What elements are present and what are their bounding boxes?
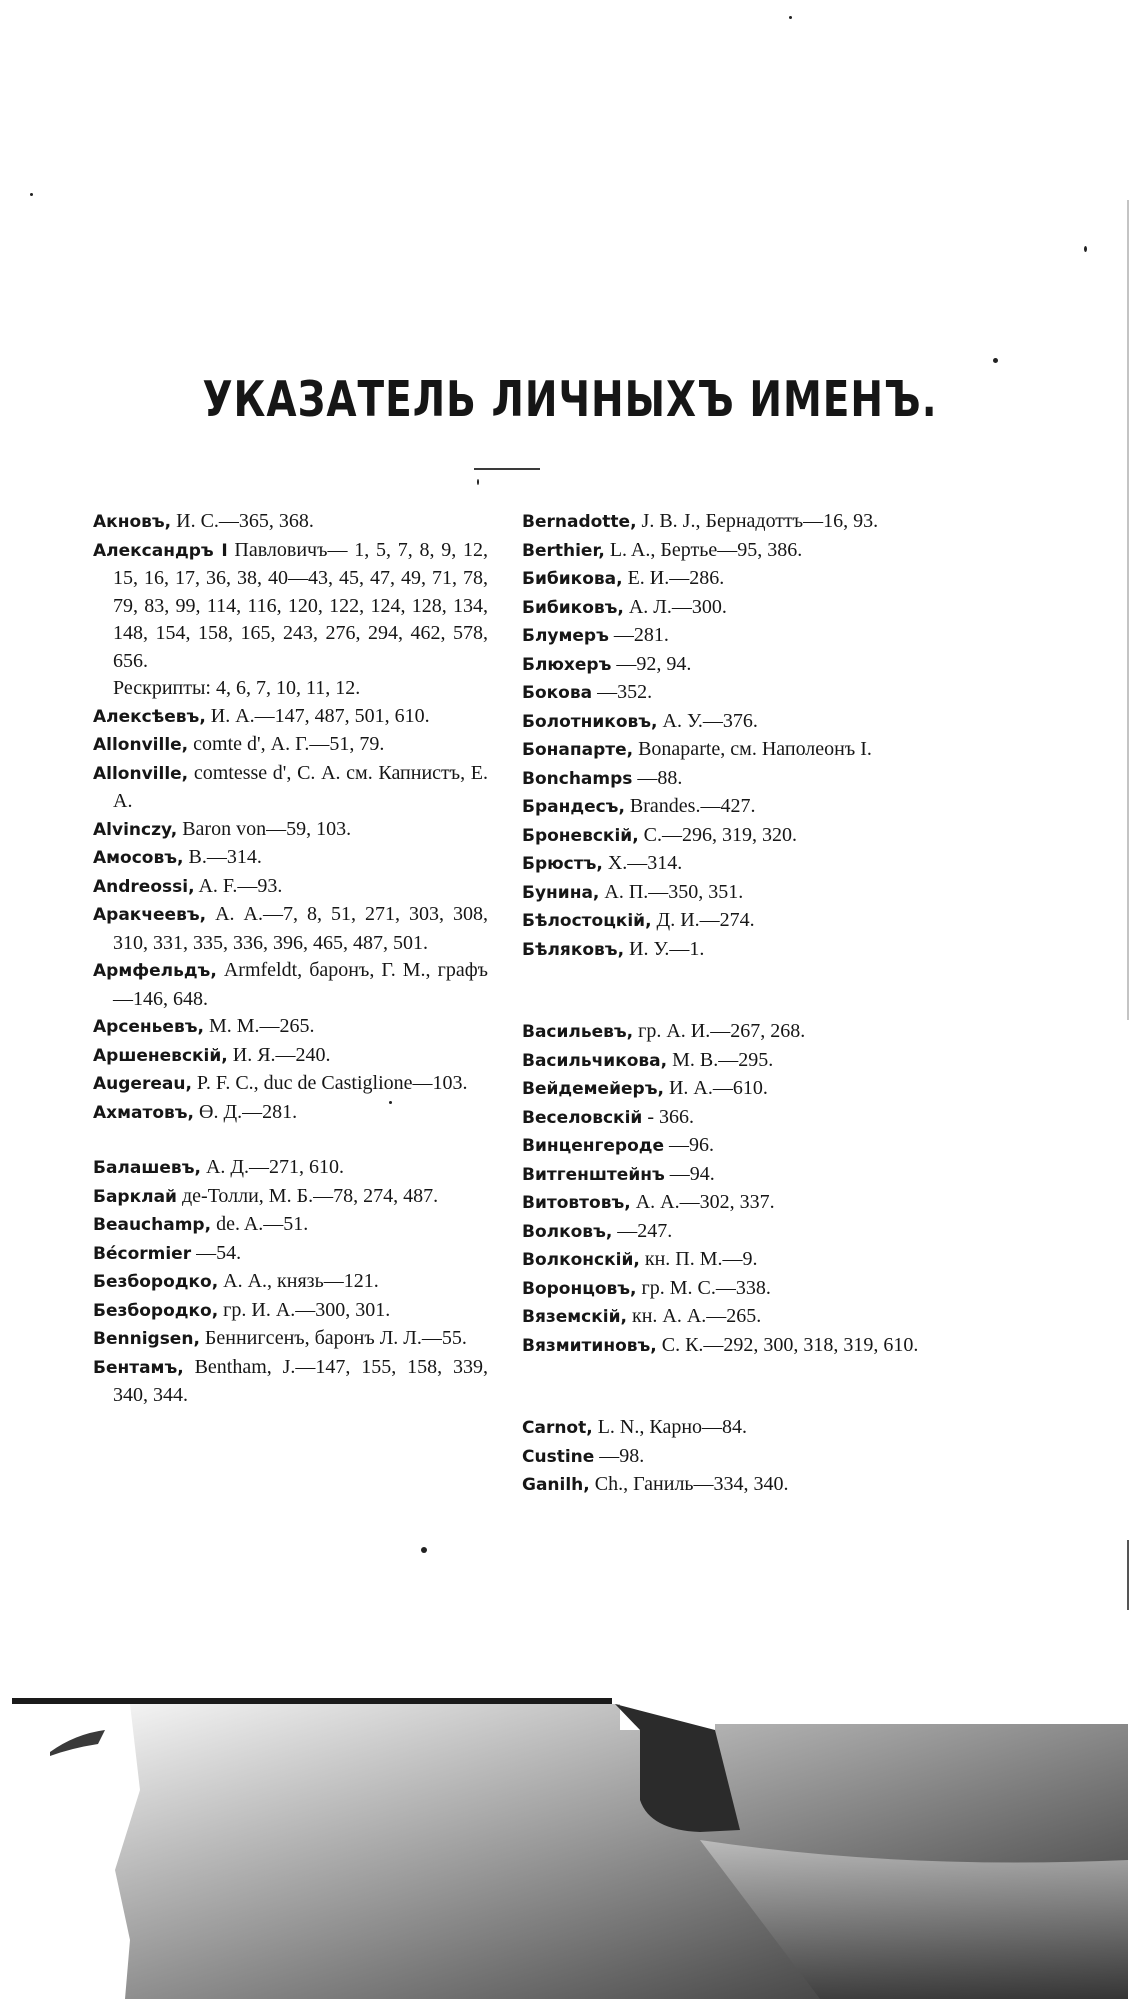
- index-entry: [522, 1332, 932, 1361]
- section-spacer: [522, 1360, 932, 1387]
- entry-references: А. А., князь—121.: [223, 1270, 379, 1292]
- entry-name: Бентамъ,: [93, 1357, 184, 1378]
- index-entry: [93, 901, 488, 957]
- index-entry: [522, 1414, 932, 1443]
- entry-references: гр. М. С.—338.: [641, 1276, 771, 1299]
- index-entry: [522, 651, 932, 680]
- entry-references: И. А.—610.: [668, 1077, 768, 1099]
- entry-references: Armfeldt, баронъ, Г. М., графъ—146, 648.: [113, 959, 489, 1010]
- entry-references: гр. А. И.—267, 268.: [638, 1020, 806, 1042]
- scan-speck: [389, 1101, 392, 1104]
- index-entry: [522, 1246, 932, 1275]
- index-entry: [93, 1183, 488, 1212]
- entry-name: Аршеневскій,: [93, 1045, 228, 1066]
- entry-references: comte d', А. Г.—51, 79.: [193, 733, 385, 755]
- index-entry: [522, 936, 932, 965]
- index-entry: [93, 816, 488, 845]
- entry-name: Винценгероде: [522, 1136, 665, 1156]
- index-entry: [522, 1161, 932, 1190]
- scan-speck: [30, 193, 33, 196]
- index-entry: [522, 850, 932, 879]
- entry-name: Арсеньевъ,: [93, 1017, 204, 1037]
- index-entry: [522, 793, 932, 822]
- entry-references: кн. А. А.—265.: [632, 1305, 762, 1327]
- entry-name: Berthier,: [522, 540, 605, 561]
- entry-name: Амосовъ,: [93, 848, 184, 868]
- entry-name: Бокова: [522, 683, 593, 703]
- entry-references: Brandes.—427.: [629, 795, 756, 817]
- scan-speck: [421, 1547, 427, 1553]
- entry-name: Carnot,: [522, 1418, 593, 1438]
- entry-name: Безбородко,: [93, 1272, 219, 1292]
- entry-name: Бѣляковъ,: [522, 939, 625, 960]
- entry-references: —92, 94.: [616, 652, 692, 675]
- entry-name: Блумеръ: [522, 626, 609, 646]
- section-spacer: [522, 991, 932, 1018]
- entry-name: Воронцовъ,: [522, 1278, 637, 1299]
- entry-name: Волковъ,: [522, 1221, 613, 1242]
- entry-references: кн. П. М.—9.: [644, 1248, 758, 1270]
- index-entry: [522, 1075, 932, 1104]
- entry-name: Custine: [522, 1446, 595, 1467]
- index-entry: [522, 1047, 932, 1076]
- entry-name: Бонапарте,: [522, 740, 634, 760]
- index-entry: [93, 873, 488, 902]
- index-entry: [93, 508, 488, 537]
- index-entry: [93, 1013, 488, 1042]
- index-entry: [93, 1268, 488, 1297]
- entry-references: И. У.—1.: [629, 937, 705, 960]
- entry-name: Бибикова,: [522, 569, 623, 589]
- index-entry: [93, 1070, 488, 1099]
- index-entry: [522, 736, 932, 765]
- index-entry: [93, 1297, 488, 1326]
- entry-note: Рескрипты: 4, 6, 7, 10, 11, 12.: [113, 677, 361, 699]
- entry-references: И. Я.—240.: [232, 1043, 331, 1066]
- index-entry: [522, 708, 932, 737]
- entry-name: Ganilh,: [522, 1475, 590, 1495]
- index-entry: [522, 565, 932, 594]
- entry-name: Beauchamp,: [93, 1215, 212, 1235]
- entry-references: —96.: [669, 1134, 715, 1156]
- index-entry: [522, 508, 932, 537]
- entry-references: P. F. C., duc de Castiglione—103.: [196, 1072, 468, 1094]
- index-entry: [93, 760, 488, 816]
- entry-name: Болотниковъ,: [522, 711, 658, 732]
- index-entry: [93, 703, 488, 732]
- index-entry: [522, 822, 932, 851]
- index-entry: [522, 1471, 932, 1500]
- entry-name: Bernadotte,: [522, 512, 637, 532]
- entry-references: М. М.—265.: [208, 1015, 315, 1037]
- entry-references: Е. И.—286.: [627, 567, 725, 589]
- index-entry: [522, 1132, 932, 1161]
- index-entry: [522, 1303, 932, 1332]
- entry-name: Безбородко,: [93, 1300, 219, 1321]
- entry-references: —247.: [617, 1219, 673, 1242]
- entry-name: Васильчикова,: [522, 1050, 668, 1071]
- entry-references: —352.: [597, 681, 653, 703]
- entry-references: —94.: [669, 1162, 715, 1185]
- index-entry: [93, 537, 488, 676]
- entry-references: J. B. J., Бернадоттъ—16, 93.: [641, 510, 879, 532]
- title-divider: [474, 468, 540, 470]
- entry-references: Ө. Д.—281.: [199, 1100, 298, 1123]
- entry-references: А. А.—302, 337.: [635, 1191, 775, 1213]
- entry-name: Витовтовъ,: [522, 1193, 631, 1213]
- entry-references: Bentham, J.—147, 155, 158, 339, 340, 344.: [113, 1355, 489, 1406]
- entry-references: С. К.—292, 300, 318, 319, 610.: [661, 1333, 919, 1356]
- entry-name: Bécormier: [93, 1243, 192, 1264]
- index-entry: [522, 1189, 932, 1218]
- index-entry: [522, 594, 932, 623]
- entry-references: Беннигсенъ, баронъ Л. Л.—55.: [204, 1327, 467, 1349]
- entry-name: Вязмитиновъ,: [522, 1335, 657, 1356]
- scan-speck: [1084, 246, 1087, 252]
- entry-name: Волконскій,: [522, 1250, 640, 1270]
- index-entry: [93, 1325, 488, 1354]
- index-entry: [93, 957, 488, 1013]
- section-spacer: [93, 1127, 488, 1154]
- section-spacer: [522, 1387, 932, 1414]
- index-right-column: [522, 508, 932, 1500]
- page-edge-line: [1127, 200, 1129, 1020]
- entry-references: А. П.—350, 351.: [604, 880, 744, 903]
- entry-references: А. А.—7, 8, 51, 271, 303, 308, 310, 331, 335, 336, 396, 465, 487, 501.: [113, 903, 489, 954]
- entry-name: Alvinczy,: [93, 819, 178, 840]
- entry-name: Bonchamps: [522, 768, 633, 789]
- entry-references: де-Толли, М. Б.—78, 274, 487.: [181, 1184, 439, 1207]
- index-entry: [522, 537, 932, 566]
- index-entry: [93, 1354, 488, 1410]
- entry-name: Аракчеевъ,: [93, 905, 207, 925]
- entry-name: Блюхеръ: [522, 654, 612, 675]
- entry-references: Х.—314.: [607, 852, 683, 874]
- index-entry: [93, 1240, 488, 1269]
- entry-references: В.—314.: [188, 846, 262, 868]
- scan-speck: [993, 358, 998, 363]
- entry-name: Алексѣевъ,: [93, 706, 206, 727]
- entry-references: М. В.—295.: [672, 1048, 774, 1071]
- index-entry: [93, 1042, 488, 1071]
- scan-speck: [477, 479, 479, 485]
- index-entry: [522, 679, 932, 708]
- entry-references: - 366.: [647, 1105, 695, 1128]
- entry-name: Брандесъ,: [522, 797, 625, 817]
- entry-name: Васильевъ,: [522, 1022, 634, 1042]
- entry-name: Александръ I: [93, 540, 228, 561]
- entry-name: Ахматовъ,: [93, 1102, 195, 1123]
- index-entry: [522, 1218, 932, 1247]
- index-entry: [93, 1154, 488, 1183]
- page-edge-line: [1127, 1540, 1129, 1610]
- entry-references: —88.: [637, 766, 683, 789]
- entry-name: Andreossi,: [93, 876, 195, 897]
- page-title: УКАЗАТЕЛЬ ЛИЧНЫХЪ ИМЕНЪ.: [202, 372, 938, 429]
- index-entry: [522, 1275, 932, 1304]
- entry-name: Армфельдъ,: [93, 961, 217, 981]
- entry-name: Бибиковъ,: [522, 597, 624, 618]
- entry-references: A. F.—93.: [198, 874, 283, 897]
- entry-references: А. Д.—271, 610.: [205, 1156, 345, 1178]
- entry-references: И. А.—147, 487, 501, 610.: [210, 704, 430, 727]
- entry-name: Броневскій,: [522, 825, 639, 846]
- entry-references: С.—296, 319, 320.: [643, 823, 797, 846]
- entry-references: Д. И.—274.: [656, 909, 755, 931]
- index-entry: [522, 879, 932, 908]
- index-entry: [93, 844, 488, 873]
- entry-name: Брюстъ,: [522, 854, 603, 874]
- entry-name: Вейдемейеръ,: [522, 1079, 664, 1099]
- entry-references: Ch., Ганиль—334, 340.: [594, 1473, 789, 1495]
- entry-references: Павловичъ— 1, 5, 7, 8, 9, 12, 15, 16, 17, 36, 38, 40—43, 45, 47, 49, 71, 78, 79, 83, 99, 114, 116, 120, 122, 124, 128, 134, 148, 154, 158, 165, 243, 276, 294, 462, 578, 656.: [113, 538, 489, 672]
- entry-references: L. A., Бертьe—95, 386.: [609, 538, 803, 561]
- entry-name: Акновъ,: [93, 512, 172, 532]
- entry-name: Augereau,: [93, 1074, 192, 1094]
- entry-references: —54.: [196, 1241, 242, 1264]
- entry-references: Bonaparte, см. Наполеонъ I.: [638, 738, 872, 760]
- section-spacer: [522, 964, 932, 991]
- index-entry: [93, 1211, 488, 1240]
- entry-name: Бѣлостоцкій,: [522, 911, 652, 931]
- entry-references: И. С.—365, 368.: [176, 510, 314, 532]
- entry-name: Allonville,: [93, 763, 189, 784]
- index-entry: [93, 731, 488, 760]
- entry-references: de. A.—51.: [216, 1213, 309, 1235]
- entry-references: гр. И. А.—300, 301.: [223, 1298, 391, 1321]
- entry-name: Bennigsen,: [93, 1329, 200, 1349]
- entry-references: Baron von—59, 103.: [182, 817, 352, 840]
- scan-damage-area: [0, 1690, 1140, 1999]
- entry-references: А. У.—376.: [662, 709, 758, 732]
- index-left-column: [93, 508, 488, 1410]
- entry-name: Бунина,: [522, 882, 600, 903]
- entry-name: Веселовскій: [522, 1107, 643, 1128]
- entry-name: Вяземскій,: [522, 1307, 627, 1327]
- entry-references: comtesse d', С. А. см. Капнистъ, Е. А.: [113, 761, 488, 812]
- entry-references: А. Л.—300.: [628, 595, 727, 618]
- index-entry: [522, 1104, 932, 1133]
- scan-speck: [789, 16, 792, 19]
- entry-name: Балашевъ,: [93, 1158, 201, 1178]
- entry-references: —281.: [613, 624, 669, 646]
- entry-references: —98.: [599, 1444, 645, 1467]
- entry-name: Барклай: [93, 1186, 177, 1207]
- index-entry: [522, 765, 932, 794]
- index-entry: [93, 1099, 488, 1128]
- entry-name: Витгенштейнъ: [522, 1164, 665, 1185]
- index-entry: [522, 622, 932, 651]
- index-entry: [522, 907, 932, 936]
- index-entry: [522, 1443, 932, 1472]
- entry-references: L. N., Карно—84.: [597, 1416, 748, 1438]
- index-entry: [522, 1018, 932, 1047]
- entry-name: Allonville,: [93, 735, 189, 755]
